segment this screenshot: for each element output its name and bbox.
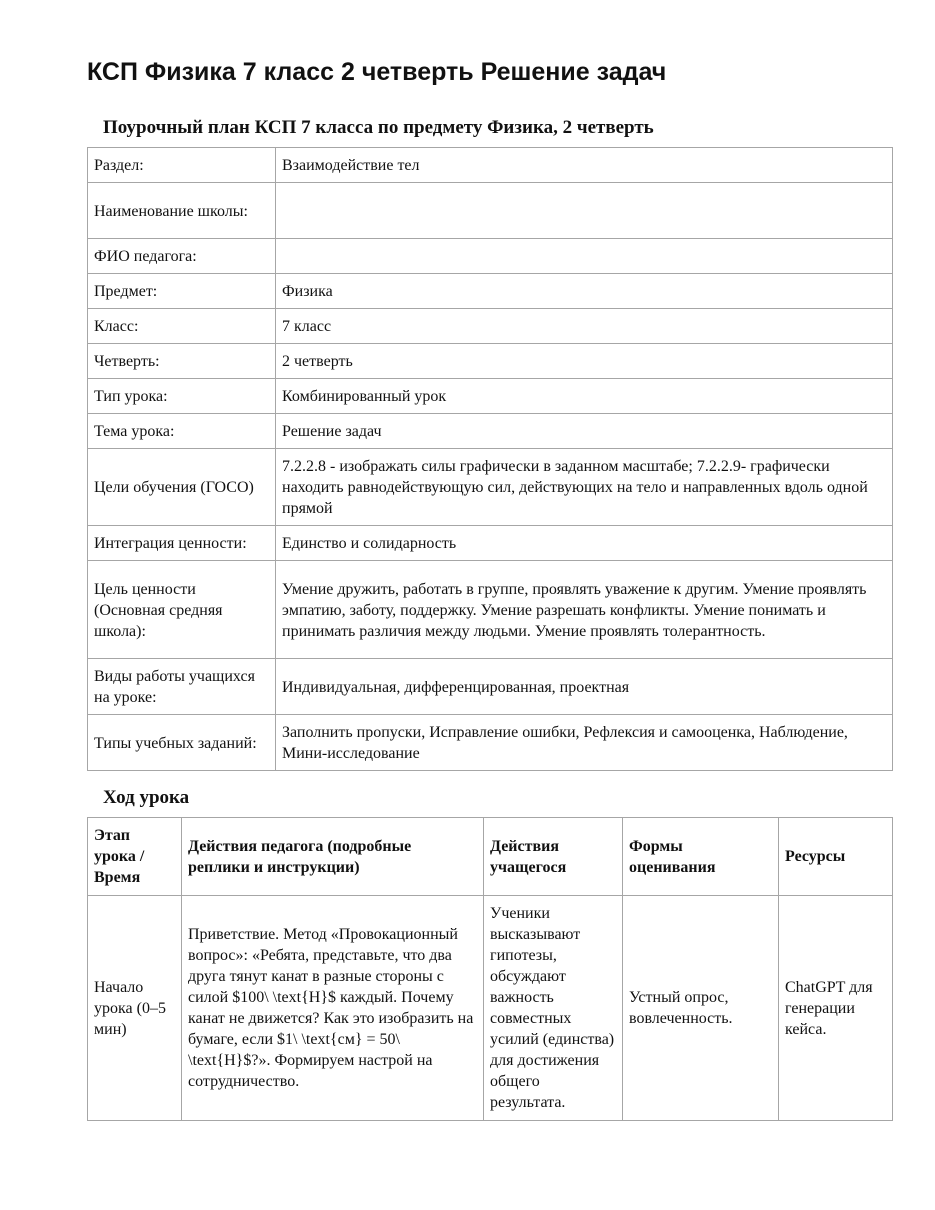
row-value: 7 класс	[276, 309, 893, 344]
table-row	[88, 449, 893, 526]
row-value: Единство и солидарность	[276, 526, 893, 561]
table-row	[88, 659, 893, 715]
row-label: Класс:	[88, 309, 276, 344]
row-label: ФИО педагога:	[88, 239, 276, 274]
row-label: Тип урока:	[88, 379, 276, 414]
resources-cell: ChatGPT для генерации кейса.	[779, 896, 893, 1121]
column-header-resources: Ресурсы	[779, 818, 893, 896]
row-label: Четверть:	[88, 344, 276, 379]
table-row	[88, 715, 893, 771]
lesson-table	[87, 817, 893, 1121]
table-row	[88, 379, 893, 414]
column-header-student: Действия учащегося	[484, 818, 623, 896]
row-value: Физика	[276, 274, 893, 309]
table-row	[88, 239, 893, 274]
teacher-actions-cell: Приветствие. Метод «Провокационный вопрос»: «Ребята, представьте, что два друга тянут канат в разные стороны с силой $100\ \text{Н}$ каждый. Почему канат не движется? Как это изобразить на бумаге, если $1\ \text{см} = 50\ \text{Н}$?». Формируем настрой на сотрудничество.	[182, 896, 484, 1121]
row-value: Заполнить пропуски, Исправление ошибки, Рефлексия и самооценка, Наблюдение, Мини-исследование	[276, 715, 893, 771]
plan-heading: Поурочный план КСП 7 класса по предмету Физика, 2 четверть	[103, 117, 654, 138]
stage-cell: Начало урока (0–5 мин)	[88, 896, 182, 1121]
row-value: Взаимодействие тел	[276, 148, 893, 183]
table-row	[88, 896, 893, 1121]
row-label: Цели обучения (ГОСО)	[88, 449, 276, 526]
table-row	[88, 344, 893, 379]
plan-table	[87, 147, 893, 771]
student-actions-cell: Ученики высказывают гипотезы, обсуждают важность совместных усилий (единства) для достижения общего результата.	[484, 896, 623, 1121]
row-value	[276, 239, 893, 274]
table-row	[88, 561, 893, 659]
row-label: Типы учебных заданий:	[88, 715, 276, 771]
row-value: Решение задач	[276, 414, 893, 449]
page-title: КСП Физика 7 класс 2 четверть Решение задач	[87, 58, 667, 86]
row-value	[276, 183, 893, 239]
row-label: Раздел:	[88, 148, 276, 183]
lesson-heading: Ход урока	[103, 787, 190, 808]
column-header-assessment: Формы оценивания	[623, 818, 779, 896]
row-label: Наименование школы:	[88, 183, 276, 239]
row-label: Цель ценности (Основная средняя школа):	[88, 561, 276, 659]
column-header-teacher: Действия педагога (подробные реплики и инструкции)	[182, 818, 484, 896]
row-value: Индивидуальная, дифференцированная, проектная	[276, 659, 893, 715]
table-row	[88, 526, 893, 561]
table-row	[88, 148, 893, 183]
row-value: 7.2.2.8 - изображать силы графически в заданном масштабе; 7.2.2.9- графически находить равнодействующую сил, действующих на тело и направленных вдоль одной прямой	[276, 449, 893, 526]
row-value: 2 четверть	[276, 344, 893, 379]
table-row	[88, 183, 893, 239]
row-label: Интеграция ценности:	[88, 526, 276, 561]
row-value: Комбинированный урок	[276, 379, 893, 414]
row-label: Предмет:	[88, 274, 276, 309]
table-row	[88, 309, 893, 344]
row-label: Виды работы учащихся на уроке:	[88, 659, 276, 715]
assessment-cell: Устный опрос, вовлеченность.	[623, 896, 779, 1121]
column-header-stage: Этап урока / Время	[88, 818, 182, 896]
table-header-row	[88, 818, 893, 896]
row-value: Умение дружить, работать в группе, проявлять уважение к другим. Умение проявлять эмпатию, заботу, поддержку. Умение разрешать конфликты. Умение понимать и принимать различия между людьми. Умение проявлять толерантность.	[276, 561, 893, 659]
row-label: Тема урока:	[88, 414, 276, 449]
table-row	[88, 274, 893, 309]
table-row	[88, 414, 893, 449]
